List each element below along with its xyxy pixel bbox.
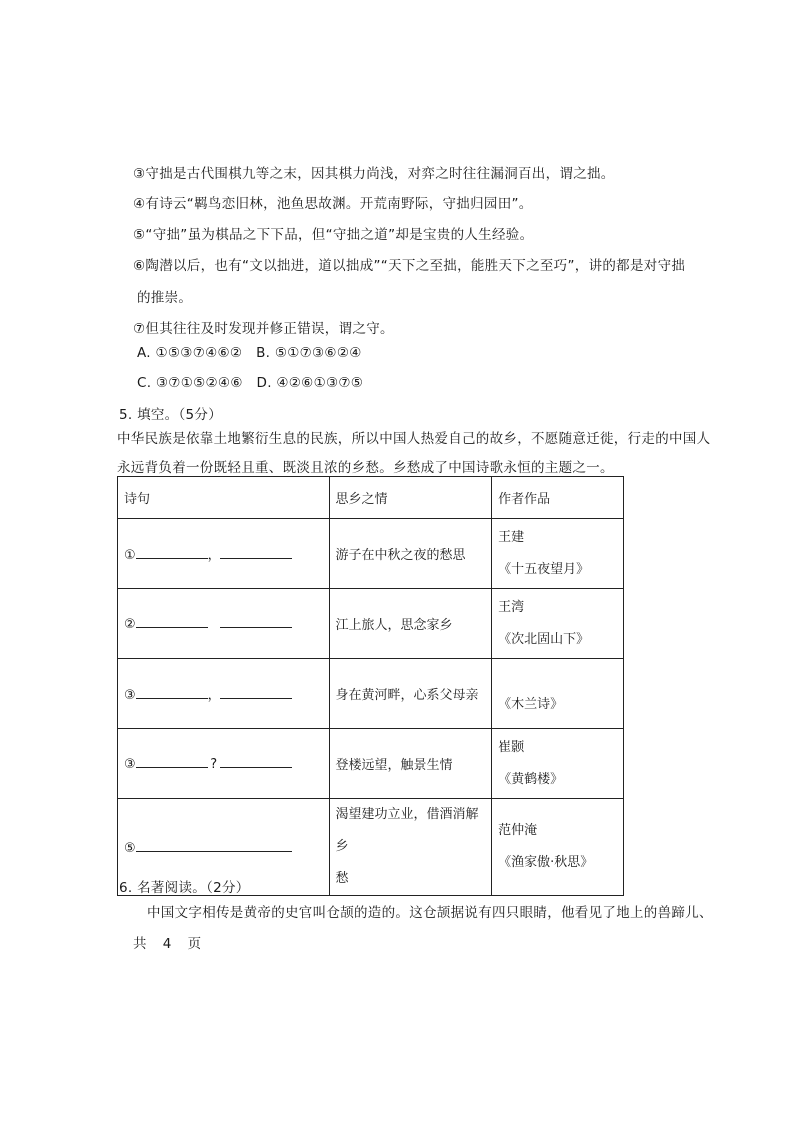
work-title: 《木兰诗》 — [498, 696, 564, 712]
poem-table — [117, 476, 624, 896]
author-cell — [492, 729, 624, 799]
answer-blank[interactable] — [220, 546, 292, 559]
blank-separator: ? — [210, 757, 218, 772]
answer-blank[interactable] — [220, 615, 292, 628]
answer-blank[interactable] — [220, 686, 292, 699]
page-footer: 共 4 页 — [133, 936, 208, 952]
table-header-row — [118, 477, 624, 519]
row-number: ① — [124, 548, 136, 563]
feeling-line: 渴望建功立业，借酒消解乡 — [335, 807, 479, 854]
author-name: 崔颢 — [498, 739, 525, 755]
author-cell — [492, 659, 624, 729]
answer-blank[interactable] — [136, 615, 208, 628]
table-row — [118, 729, 624, 799]
option-6-cont: 的推崇。 — [137, 290, 193, 306]
feeling-cell — [329, 799, 492, 896]
option-4: ④有诗云“羁鸟恋旧林，池鱼思故渊。开荒南野际，守拙归园田”。 — [133, 196, 533, 212]
row-number: ③ — [124, 757, 136, 772]
author-cell — [492, 799, 624, 896]
table-row — [118, 589, 624, 659]
answer-blank[interactable] — [136, 686, 208, 699]
row-number: ③ — [124, 688, 136, 703]
verse-cell — [118, 519, 330, 589]
work-title: 《黄鹤楼》 — [498, 771, 564, 787]
choice-ab: A. ①⑤③⑦④⑥② B. ⑤①⑦③⑥②④ — [137, 345, 362, 361]
table-row — [118, 519, 624, 589]
feeling-cell: 江上旅人，思念家乡 — [329, 589, 492, 659]
author-cell — [492, 589, 624, 659]
option-7: ⑦但其往往及时发现并修正错误，谓之守。 — [133, 321, 394, 337]
author-name-empty — [498, 667, 617, 689]
verse-cell — [118, 659, 330, 729]
q5-title: 5. 填空。（5分） — [119, 407, 223, 423]
work-title: 《次北固山下》 — [498, 631, 590, 647]
header-feeling: 思乡之情 — [329, 477, 492, 519]
work-title: 《渔家傲·秋思》 — [498, 855, 594, 870]
feeling-cell: 身在黄河畔，心系父母亲 — [329, 659, 492, 729]
author-cell — [492, 519, 624, 589]
row-number: ② — [124, 617, 136, 632]
table-row — [118, 659, 624, 729]
header-verse: 诗句 — [118, 477, 330, 519]
author-name: 王建 — [498, 529, 525, 545]
answer-blank[interactable] — [136, 839, 292, 852]
verse-cell — [118, 729, 330, 799]
author-name: 范仲淹 — [498, 823, 538, 838]
answer-blank[interactable] — [136, 755, 208, 768]
header-author: 作者作品 — [492, 477, 624, 519]
answer-blank[interactable] — [136, 546, 208, 559]
feeling-cell: 登楼远望，触景生情 — [329, 729, 492, 799]
choice-cd: C. ③⑦①⑤②④⑥ D. ④②⑥①③⑦⑤ — [137, 375, 364, 391]
work-title: 《十五夜望月》 — [498, 561, 590, 577]
answer-blank[interactable] — [220, 755, 292, 768]
q6-title: 6. 名著阅读。（2分） — [119, 880, 250, 896]
row-number: ⑤ — [124, 840, 136, 856]
q5-paragraph-line2: 永远背负着一份既轻且重、既淡且浓的乡愁。乡愁成了中国诗歌永恒的主题之一。 — [117, 460, 614, 476]
option-3: ③守拙是古代围棋九等之末，因其棋力尚浅，对弈之时往往漏洞百出，谓之拙。 — [133, 166, 615, 182]
option-5: ⑤“守拙”虽为棋品之下下品，但“守拙之道”却是宝贵的人生经验。 — [133, 227, 534, 243]
blank-separator: ， — [207, 688, 221, 703]
feeling-cell: 游子在中秋之夜的愁思 — [329, 519, 492, 589]
author-name: 王湾 — [498, 599, 525, 615]
feeling-line: 愁 — [335, 871, 349, 886]
option-6: ⑥陶潜以后，也有“文以拙进，道以拙成”“天下之至拙，能胜天下之至巧”，讲的都是对守拙 — [133, 258, 686, 274]
q6-paragraph: 中国文字相传是黄帝的史官叫仓颉的造的。这仓颉据说有四只眼睛，他看见了地上的兽蹄儿、 — [147, 905, 713, 921]
verse-cell — [118, 589, 330, 659]
q5-paragraph-line1: 中华民族是依靠土地繁衍生息的民族，所以中国人热爱自己的故乡，不愿随意迁徙，行走的中国人 — [117, 431, 711, 447]
blank-separator: ， — [207, 548, 221, 563]
